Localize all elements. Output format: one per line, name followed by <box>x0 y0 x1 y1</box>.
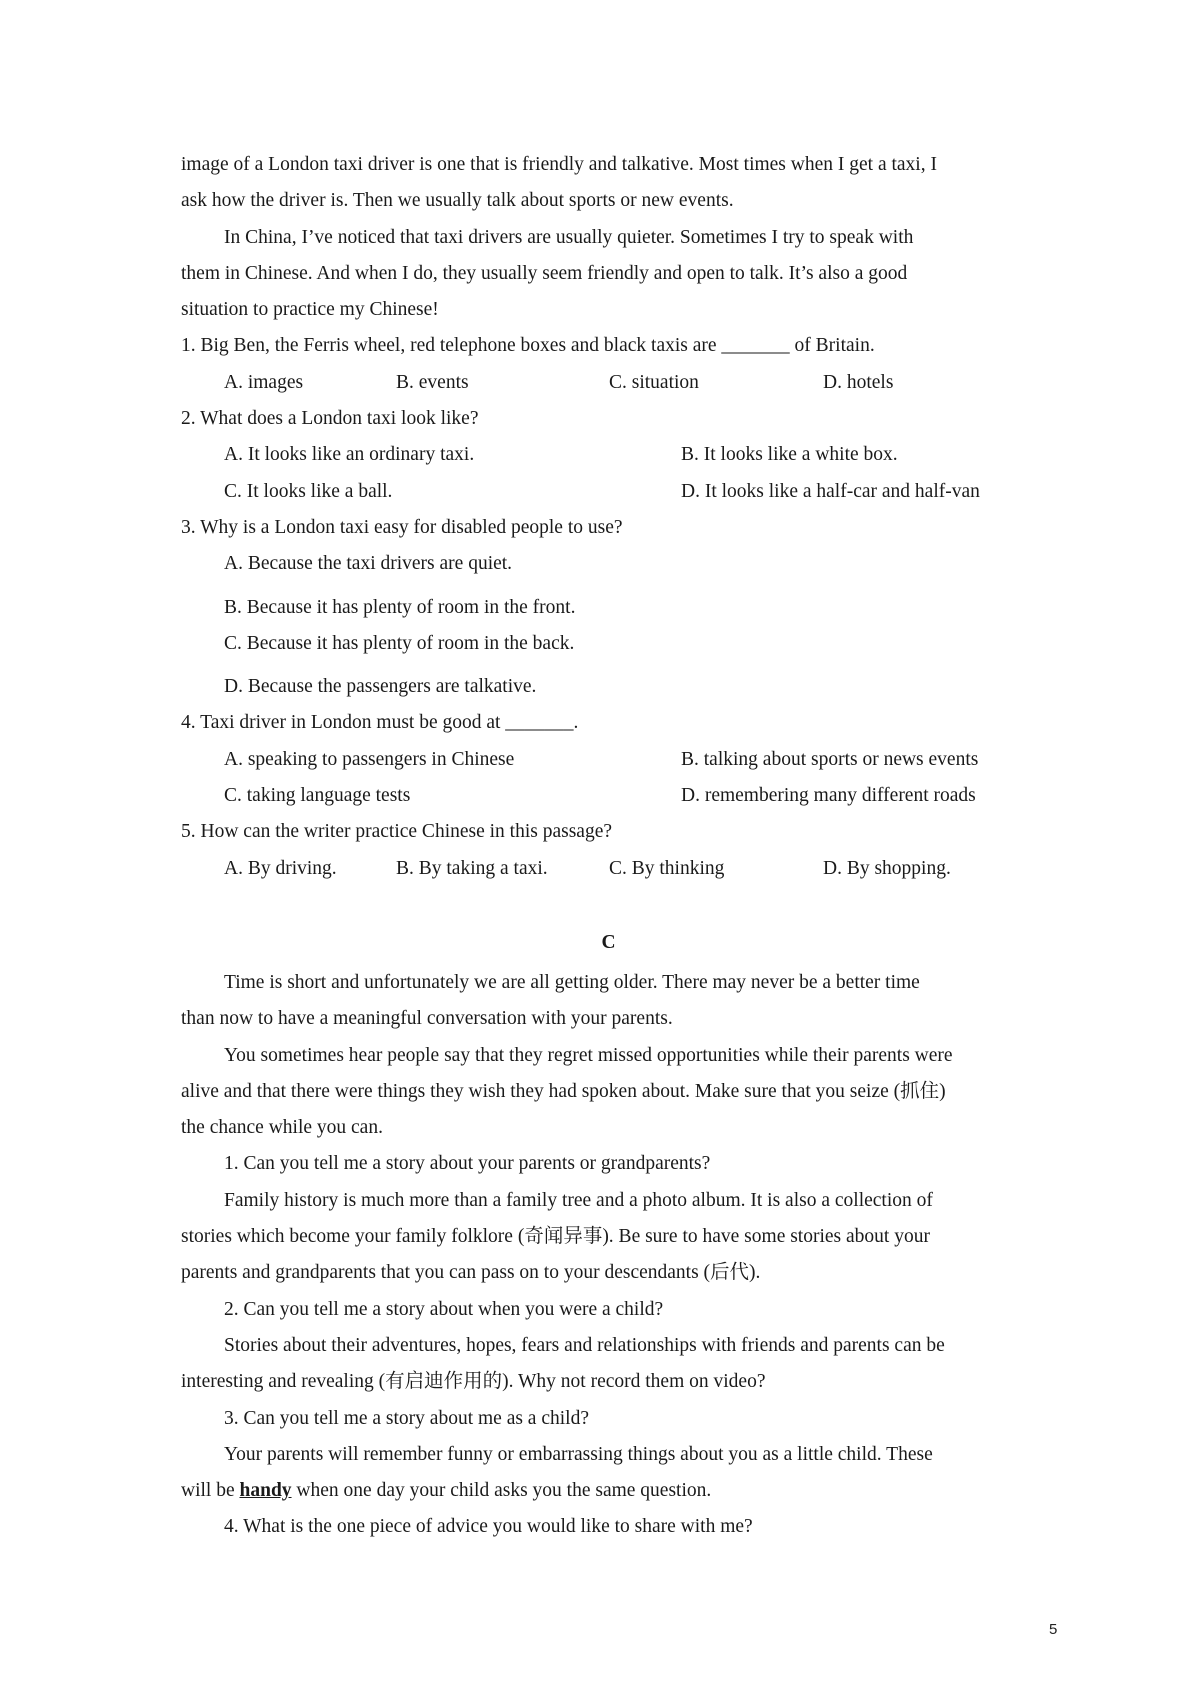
passage-line: Family history is much more than a family tree and a photo album. It is also a collection of <box>224 1189 933 1211</box>
passage-line: Time is short and unfortunately we are all getting older. There may never be a better time <box>224 971 920 993</box>
passage-line: In China, I’ve noticed that taxi drivers are usually quieter. Sometimes I try to speak with <box>224 226 914 248</box>
option-d: D. Because the passengers are talkative. <box>224 676 537 698</box>
text-span: when one day your child asks you the same question. <box>291 1480 712 1502</box>
question-stem-4: 4. Taxi driver in London must be good at _______. <box>181 712 579 734</box>
passage-line: image of a London taxi driver is one that is friendly and talkative. Most times when I get a taxi, I <box>181 154 937 175</box>
option-a: A. speaking to passengers in Chinese <box>224 748 515 770</box>
spacer <box>181 662 1036 669</box>
highlighted-word: handy <box>239 1480 292 1502</box>
passage-line: ask how the driver is. Then we usually talk about sports or new events. <box>181 190 734 212</box>
passage-line: them in Chinese. And when I do, they usually seem friendly and open to talk. It’s also a good <box>181 262 908 284</box>
question-stem-5: 5. How can the writer practice Chinese in this passage? <box>181 821 613 843</box>
option-a: A. By driving. <box>224 857 337 879</box>
passage-line: alive and that there were things they wish they had spoken about. Make sure that you seize (抓住) <box>181 1080 946 1102</box>
passage-question: 1. Can you tell me a story about your parents or grandparents? <box>224 1153 711 1175</box>
option-c: C. Because it has plenty of room in the back. <box>224 632 575 654</box>
option-c: C. By thinking <box>609 857 725 879</box>
question-options-2-row2 <box>181 474 1036 510</box>
option-b: B. It looks like a white box. <box>681 444 898 466</box>
option-b: B. By taking a taxi. <box>396 857 548 879</box>
option-c: C. taking language tests <box>224 785 411 807</box>
page-content <box>181 147 1036 1546</box>
section-title: C <box>601 931 616 953</box>
option-d: D. hotels <box>823 371 894 393</box>
passage-line: interesting and revealing (有启迪作用的). Why not record them on video? <box>181 1371 766 1393</box>
option-c: C. It looks like a ball. <box>224 480 393 502</box>
option-b: B. talking about sports or news events <box>681 748 979 770</box>
passage-line: the chance while you can. <box>181 1117 383 1139</box>
spacer <box>181 583 1036 590</box>
passage-line: Your parents will remember funny or embarrassing things about you as a little child. These <box>224 1443 933 1465</box>
question-options-1 <box>181 365 1036 401</box>
option-a: A. It looks like an ordinary taxi. <box>224 444 475 466</box>
question-options-5 <box>181 851 1036 887</box>
option-a: A. images <box>224 371 304 393</box>
passage-line: situation to practice my Chinese! <box>181 299 439 321</box>
passage-line: stories which become your family folklore (奇闻异事). Be sure to have some stories about your <box>181 1226 930 1248</box>
option-d: D. By shopping. <box>823 857 951 879</box>
question-stem-3: 3. Why is a London taxi easy for disabled people to use? <box>181 516 623 538</box>
option-c: C. situation <box>609 371 699 393</box>
passage-question: 3. Can you tell me a story about me as a child? <box>224 1407 589 1429</box>
question-options-4-row2 <box>181 778 1036 814</box>
question-stem-1: 1. Big Ben, the Ferris wheel, red telephone boxes and black taxis are _______ of Britain. <box>181 335 875 357</box>
question-options-2-row1 <box>181 437 1036 473</box>
passage-question: 2. Can you tell me a story about when you were a child? <box>224 1298 664 1320</box>
passage-line <box>181 1473 1036 1509</box>
passage-line: You sometimes hear people say that they regret missed opportunities while their parents were <box>224 1044 953 1066</box>
option-d: D. It looks like a half-car and half-van <box>681 480 980 502</box>
page-number: 5 <box>1049 1621 1058 1638</box>
question-stem-2: 2. What does a London taxi look like? <box>181 408 479 430</box>
text-span: will be <box>181 1480 240 1502</box>
option-b: B. Because it has plenty of room in the front. <box>224 596 576 618</box>
passage-question: 4. What is the one piece of advice you would like to share with me? <box>224 1516 753 1538</box>
option-a: A. Because the taxi drivers are quiet. <box>224 553 513 575</box>
option-b: B. events <box>396 371 469 393</box>
passage-line: than now to have a meaningful conversation with your parents. <box>181 1008 673 1030</box>
passage-line: parents and grandparents that you can pass on to your descendants (后代). <box>181 1262 761 1284</box>
option-d: D. remembering many different roads <box>681 785 976 807</box>
passage-line: Stories about their adventures, hopes, fears and relationships with friends and parents can be <box>224 1334 945 1356</box>
question-options-4-row1 <box>181 742 1036 778</box>
